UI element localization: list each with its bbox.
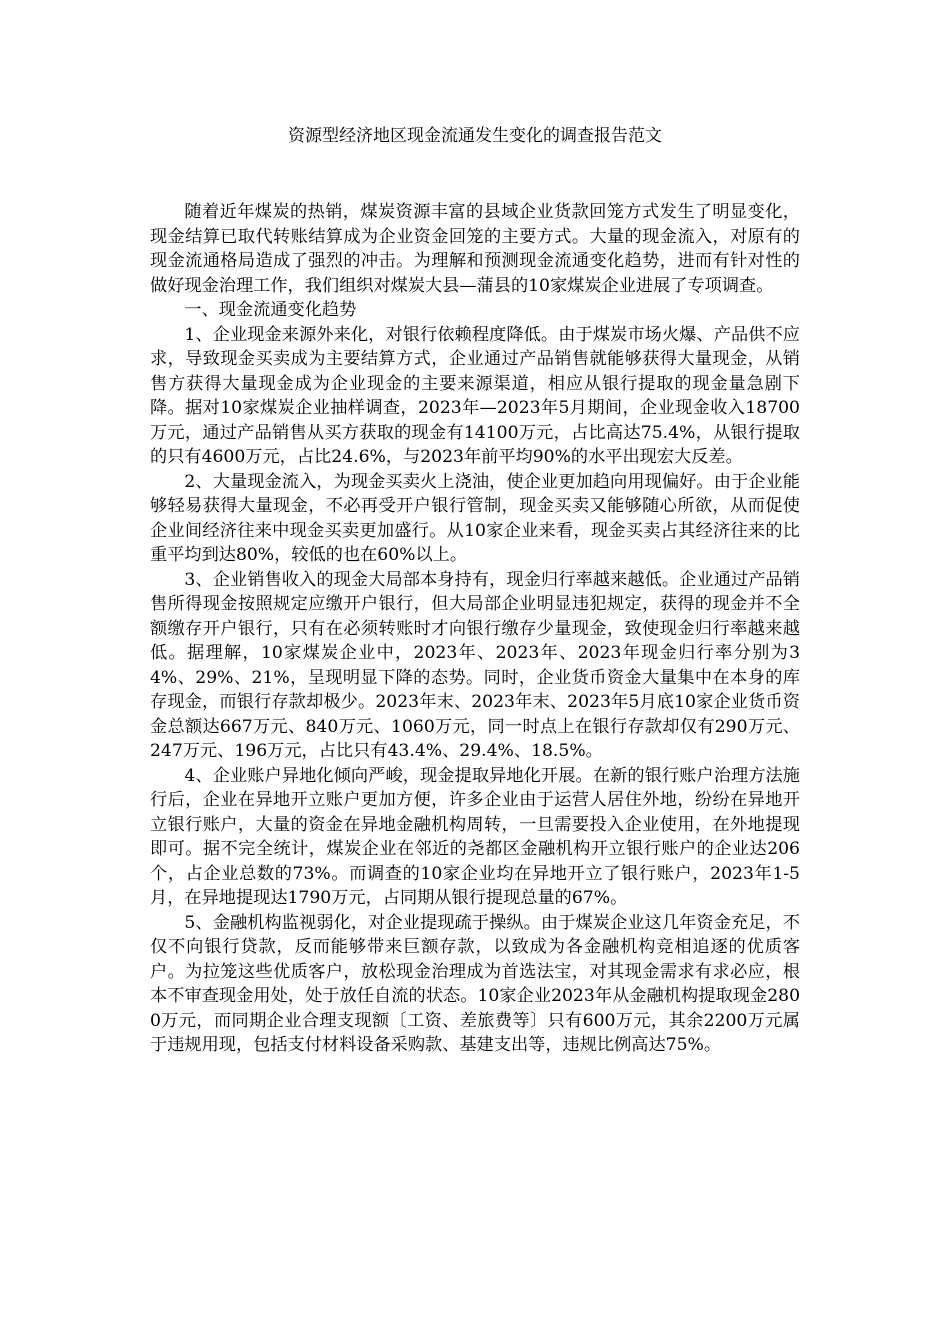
paragraph-intro: 随着近年煤炭的热销，煤炭资源丰富的县域企业货款回笼方式发生了明显变化，现金结算已取代转账结算成为企业资金回笼的主要方式。大量的现金流入，对原有的现金流通格局造成了强烈的冲击。为理解和预测现金流通变化趋势，进而有针对性的做好现金治理工作，我们组织对煤炭大县—蒲县的10家煤炭企业进展了专项调查。 [150,202,800,296]
paragraph-point-4: 4、企业账户异地化倾向严峻，现金提取异地化开展。在新的银行账户治理方法施行后，企业在异地开立账户更加方便，许多企业由于运营人居住外地，纷纷在异地开立银行账户，大量的资金在异地金融机构周转，一旦需要投入企业使用，在外地提现即可。据不完全统计，煤炭企业在邻近的尧都区金融机构开立银行账户的企业达206个，占企业总数的73%。而调查的10家企业均在异地开立了银行账户，2023年1-5月，在异地提现达1790万元，占同期从银行提现总量的67%。 [150,765,800,908]
document-title: 资源型经济地区现金流通发生变化的调查报告范文 [288,126,662,146]
document-body [150,200,800,1058]
paragraph-point-2: 2、大量现金流入，为现金买卖火上浇油，使企业更加趋向用现偏好。由于企业能够轻易获得大量现金，不必再受开户银行管制，现金买卖又能够随心所欲，从而促使企业间经济往来中现金买卖更加盛行。从10家企业来看，现金买卖占其经济往来的比重平均到达80%，较低的也在60%以上。 [150,471,800,565]
paragraph-point-5: 5、金融机构监视弱化，对企业提现疏于操纵。由于煤炭企业这几年资金充足，不仅不向银行贷款，反而能够带来巨额存款，以致成为各金融机构竞相追逐的优质客户。为拉笼这些优质客户，放松现金治理成为首选法宝，对其现金需求有求必应，根本不审查现金用处，处于放任自流的状态。10家企业2023年从金融机构提取现金2800万元，而同期企业合理支现额〔工资、差旅费等〕只有600万元，其余2200万元属于违规用现，包括支付材料设备采购款、基建支出等，违规比例高达75%。 [150,912,800,1055]
paragraph-point-3: 3、企业销售收入的现金大局部本身持有，现金归行率越来越低。企业通过产品销售所得现金按照规定应缴开户银行，但大局部企业明显违犯规定，获得的现金并不全额缴存开户银行，只有在必须转账时才向银行缴存少量现金，致使现金归行率越来越低。据理解，10家煤炭企业中，2023年、2023年、2023年现金归行率分别为34%、29%、21%，呈现明显下降的态势。同时，企业货币资金大量集中在本身的库存现金，而银行存款却极少。2023年末、2023年末、2023年5月底10家企业货币资金总额达667万元、840万元、1060万元，同一时点上在银行存款却仅有290万元、247万元、196万元，占比只有43.4%、29.4%、18.5%。 [150,569,800,761]
section-heading-trends: 一、现金流通变化趋势 [184,300,357,320]
paragraph-point-1: 1、企业现金来源外来化，对银行依赖程度降低。由于煤炭市场火爆、产品供不应求，导致现金买卖成为主要结算方式，企业通过产品销售就能够获得大量现金，从销售方获得大量现金成为企业现金的主要来源渠道，相应从银行提取的现金量急剧下降。据对10家煤炭企业抽样调查，2023年—2023年5月期间，企业现金收入18700万元，通过产品销售从买方获取的现金有14100万元，占比高达75.4%，从银行提取的只有4600万元，占比24.6%，与2023年前平均90%的水平出现宏大反差。 [150,324,800,467]
